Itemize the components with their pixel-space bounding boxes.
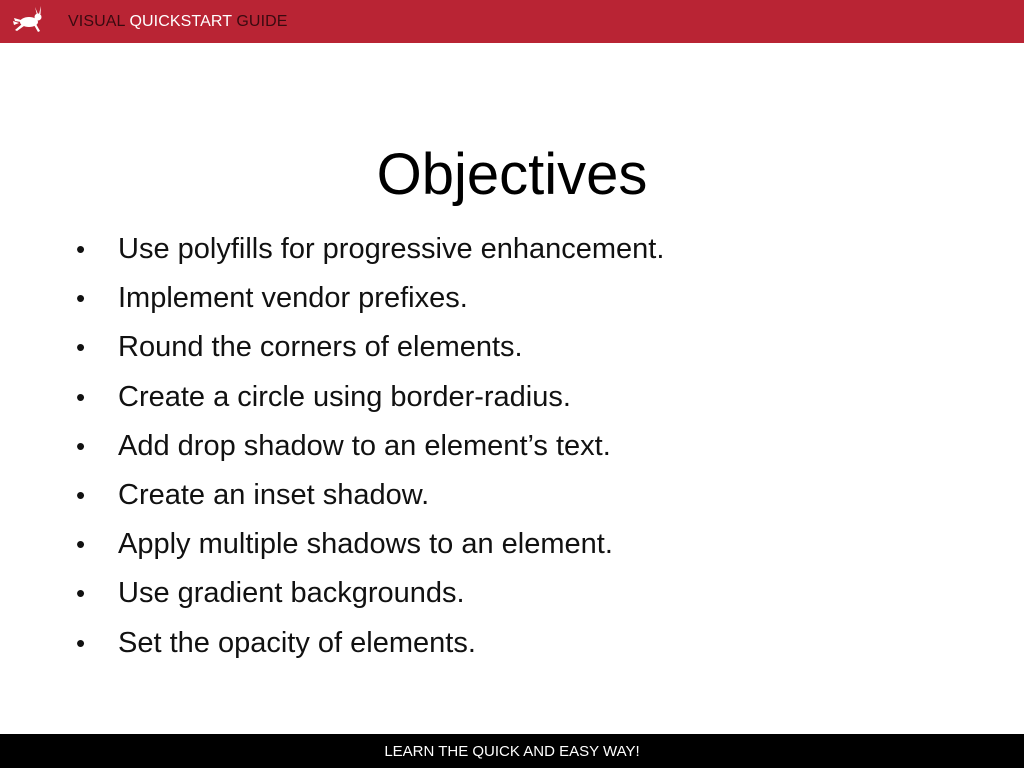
objective-item bbox=[76, 373, 664, 422]
objective-text: Apply multiple shadows to an element. bbox=[118, 528, 613, 561]
footer-bar bbox=[0, 734, 1024, 768]
bullet-icon: • bbox=[76, 283, 86, 314]
running-rabbit-icon bbox=[12, 6, 48, 34]
footer-tagline: LEARN THE QUICK AND EASY WAY! bbox=[384, 743, 640, 760]
bullet-icon: • bbox=[76, 381, 86, 412]
objective-text: Round the corners of elements. bbox=[118, 331, 523, 364]
bullet-icon: • bbox=[76, 479, 86, 510]
bullet-icon: • bbox=[76, 430, 86, 461]
objective-text: Set the opacity of elements. bbox=[118, 626, 476, 659]
slide-title: Objectives bbox=[376, 141, 648, 207]
header-bar bbox=[0, 0, 1024, 43]
brand-name bbox=[68, 12, 288, 32]
objective-item bbox=[76, 619, 664, 668]
objective-text: Create an inset shadow. bbox=[118, 478, 430, 511]
bullet-icon: • bbox=[76, 578, 86, 609]
brand-visual: VISUAL bbox=[68, 13, 125, 30]
objective-text: Implement vendor prefixes. bbox=[118, 282, 468, 315]
objective-item bbox=[76, 422, 664, 471]
objective-text: Use polyfills for progressive enhancement. bbox=[118, 233, 665, 265]
objective-text: Create a circle using border-radius. bbox=[118, 380, 571, 413]
objective-item bbox=[76, 225, 664, 274]
objective-text: Use gradient backgrounds. bbox=[118, 577, 465, 610]
objective-item bbox=[76, 274, 664, 323]
objective-item bbox=[76, 323, 664, 372]
objective-item bbox=[76, 471, 664, 520]
bullet-icon: • bbox=[76, 234, 86, 264]
bullet-icon: • bbox=[76, 529, 86, 560]
objective-text: Add drop shadow to an element’s text. bbox=[118, 429, 611, 462]
brand-guide: GUIDE bbox=[236, 13, 288, 30]
objective-item bbox=[76, 520, 664, 569]
brand-quickstart: QUICKSTART bbox=[129, 13, 232, 30]
objective-item bbox=[76, 569, 664, 618]
bullet-icon: • bbox=[76, 627, 86, 658]
bullet-icon: • bbox=[76, 332, 86, 363]
objectives-list bbox=[76, 225, 664, 668]
